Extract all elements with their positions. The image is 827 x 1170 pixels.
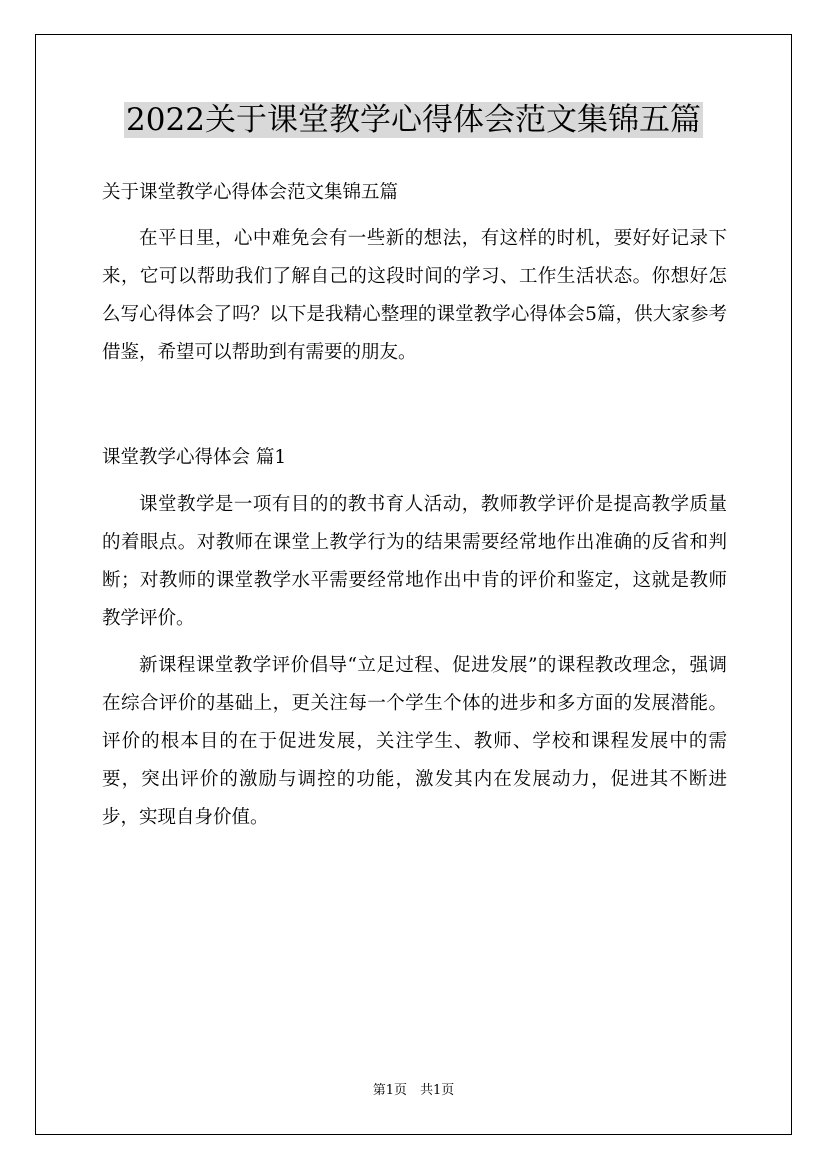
document-subtitle: 关于课堂教学心得体会范文集锦五篇 (102, 182, 399, 203)
section-paragraph: 课堂教学是一项有目的的教书育人活动，教师教学评价是提高教学质量的着眼点。对教师在课堂上教学行为的结果需要经常地作出准确的反省和判断；对教师的课堂教学水平需要经常地作出中肯的评价和鉴定，这就是教师教学评价。 (102, 494, 727, 629)
document-title (0, 98, 827, 142)
document-body (102, 174, 727, 837)
section-heading: 课堂教学心得体会 篇1 (102, 447, 287, 468)
page-footer (0, 1081, 827, 1101)
section-paragraph: 新课程课堂教学评价倡导“立足过程、促进发展”的课程教改理念，强调在综合评价的基础上，更关注每一个学生个体的进步和多方面的发展潜能。评价的根本目的在于促进发展，关注学生、教师、学校和课程发展中的需要，突出评价的激励与调控的功能，激发其内在发展动力，促进其不断进步，实现自身价值。 (102, 655, 727, 828)
page-number: 第1页 共1页 (372, 1083, 455, 1098)
intro-paragraph: 在平日里，心中难免会有一些新的想法，有这样的时机，要好好记录下来，它可以帮助我们了解自己的这段时间的学习、工作生活状态。你想好怎么写心得体会了吗？以下是我精心整理的课堂教学心得体会5篇，供大家参考借鉴，希望可以帮助到有需要的朋友。 (102, 228, 727, 363)
document-title-text: 2022关于课堂教学心得体会范文集锦五篇 (126, 102, 701, 138)
